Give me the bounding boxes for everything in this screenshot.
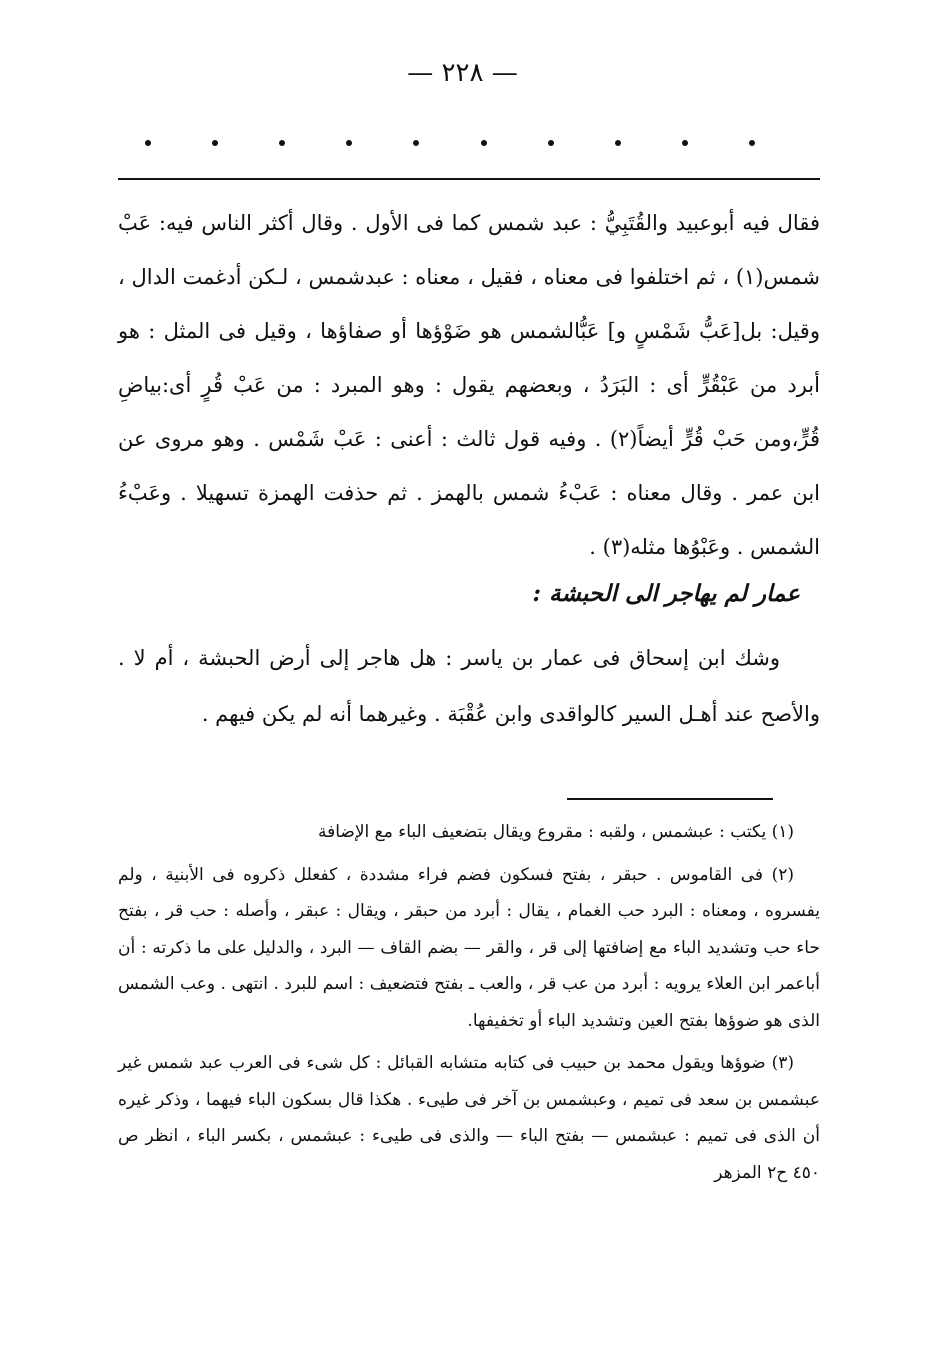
ellipsis-dot — [346, 140, 352, 146]
page-number: — ٢٢٨ — — [407, 58, 518, 88]
section-paragraph-text: وشك ابن إسحاق فى عمار بن ياسر : هل هاجر إلى أرض الحبشة ، أم لا . والأصح عند أهـل السير كالواقدى وابن عُقْبَة . وغيرهما أنه لم يكن فيهم . — [118, 646, 820, 726]
section-heading: عمار لم يهاجر الى الحبشة : — [532, 580, 800, 607]
ellipsis-dot — [145, 140, 151, 146]
ellipsis-dot — [615, 140, 621, 146]
ellipsis-dot — [682, 140, 688, 146]
ellipsis-dot — [749, 140, 755, 146]
ellipsis-dots — [145, 140, 755, 146]
footnote-3: (٣) ضوؤها ويقول محمد بن حبيب فى كتابه متشابه القبائل : كل شىء فى العرب عبد شمس غير عبشمس بن سعد فى تميم ، وعبشمس بن آخر فى طيىء . هكذا قال بسكون الباء فيهما ، وذكر غيره أن الذى فى تميم : عبشمس — بفتح الباء — والذى فى طيىء : عبشمس ، بكسر الباء ، انظر ص ٤٥٠ ح٢ المزهر — [118, 1053, 820, 1183]
ellipsis-dot — [279, 140, 285, 146]
ellipsis-dot — [212, 140, 218, 146]
header-divider — [118, 178, 820, 180]
ellipsis-dot — [413, 140, 419, 146]
ellipsis-dot — [481, 140, 487, 146]
footnote-2: (٢) فى القاموس . حبقر ، بفتح فسكون فضم فراء مشددة ، كفعلل ذكروه فى الأبنية ، ولم يفسروه ، ومعناه : البرد حب الغمام ، يقال : أبرد من حبقر ، ويقال : عبقر ، وأصله : حب قر ، بفتح حاء حب وتشديد الباء مع إضافتها إلى قر ، والقر — بضم القاف — البرد ، والدليل على ما ذكرته : أن أباعمر ابن العلاء يرويه : أبرد من عب قر ، والعب ـ بفتح فتضعيف : اسم للبرد . انتهى . وعب الشمس الذى هو ضوؤها بفتح العين وتشديد الباء أو تخفيفها. — [118, 864, 820, 1031]
section-paragraph — [118, 630, 820, 742]
main-paragraph — [118, 196, 820, 574]
footnote-divider — [567, 798, 773, 800]
footnote-1: (١) يكتب : عبشمس ، ولقبه : مقروع ويقال بتضعيف الباء مع الإضافة — [318, 822, 794, 842]
ellipsis-dot — [548, 140, 554, 146]
main-paragraph-text: فقال فيه أبوعبيد والقُتَبِيُّ : عبد شمس كما فى الأول . وقال أكثر الناس فيه: عَبْ شمس(١) ، ثم اختلفوا فى معناه ، فقيل ، معناه : عبدشمس ، لـكن أدغمت الدال ، وقيل: بل[عَبُّ شَمْسٍ و] عَبُّالشمس هو ضَوْؤها أو صفاؤها ، وقيل فى المثل : هو أبرد من عَبْقُرٍّ أى : البَرَدُ ، وبعضهم يقول : وهو المبرد : من عَبْ قُرٍ أى:بياضِ قُرٍّ،ومن حَبْ قُرٍّ أيضاً(٢) . وفيه قول ثالث : أعنى : عَبْ شَمْس . وهو مروى عن ابن عمر . وقال معناه : عَبْءُ شمس بالهمز . ثم حذفت الهمزة تسهيلا . وعَبْءُ الشمس . وعَبْوُها مثله(٣) . — [118, 211, 821, 559]
footnotes — [118, 814, 820, 1197]
